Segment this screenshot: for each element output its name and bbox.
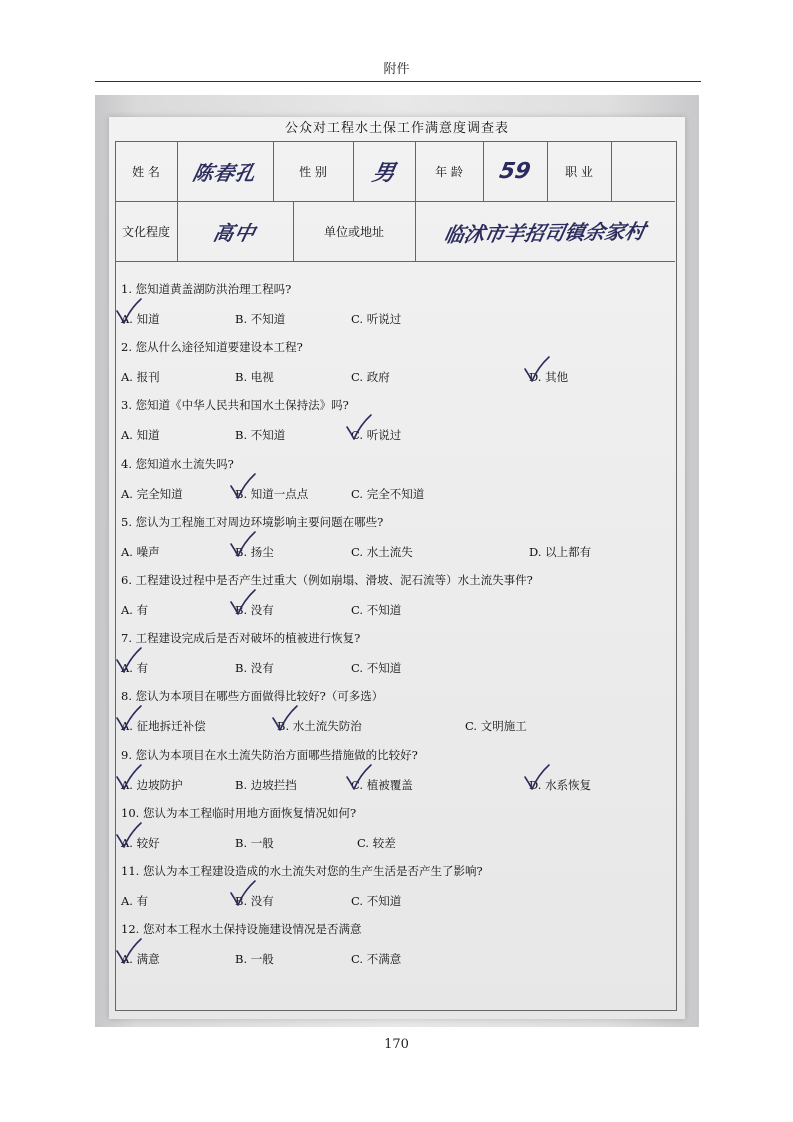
question-text: 5. 您认为工程施工对周边环境影响主要问题在哪些? xyxy=(121,514,384,529)
question-text: 2. 您从什么途径知道要建设本工程? xyxy=(121,340,303,355)
answer-option[interactable]: B. 不知道 xyxy=(235,428,286,443)
answer-option[interactable]: B. 知道一点点 xyxy=(235,486,309,501)
question-text: 11. 您认为本工程建设造成的水土流失对您的生产生活是否产生了影响? xyxy=(121,864,483,878)
question-text: 4. 您知道水土流失吗? xyxy=(121,456,234,471)
answer-option[interactable]: A. 报刊 xyxy=(121,370,160,385)
answer-option[interactable]: B. 一般 xyxy=(235,835,274,850)
job-label: 职 业 xyxy=(565,164,593,179)
unit-label: 单位或地址 xyxy=(323,224,384,239)
answer-option[interactable]: B. 没有 xyxy=(235,894,274,908)
answer-option[interactable]: C. 不满意 xyxy=(351,952,402,967)
job-value xyxy=(611,141,675,201)
form-title: 公众对工程水土保工作满意度调查表 xyxy=(284,121,509,136)
answer-option[interactable]: C. 文明施工 xyxy=(465,719,527,734)
scanned-photo xyxy=(95,95,699,1027)
question-text: 8. 您认为本项目在哪些方面做得比较好?（可多选） xyxy=(121,689,384,704)
answer-option[interactable]: A. 有 xyxy=(121,661,149,676)
answer-option[interactable]: A. 较好 xyxy=(121,835,160,850)
question-text: 6. 工程建设过程中是否产生过重大（例如崩塌、滑坡、泥石流等）水土流失事件? xyxy=(121,573,533,587)
name-value: 陈春孔 xyxy=(190,160,259,185)
answer-option[interactable]: B. 没有 xyxy=(235,661,274,676)
answer-option[interactable]: B. 一般 xyxy=(235,952,274,967)
answer-option[interactable]: A. 有 xyxy=(121,894,149,908)
answer-option[interactable]: C. 完全不知道 xyxy=(351,486,425,501)
answer-option[interactable]: B. 边坡拦挡 xyxy=(235,777,297,792)
answer-option[interactable]: B. 水土流失防治 xyxy=(277,719,362,734)
answer-option[interactable]: A. 知道 xyxy=(121,312,160,326)
answer-option[interactable]: C. 政府 xyxy=(351,370,390,385)
answer-option[interactable]: C. 植被覆盖 xyxy=(351,777,413,792)
question-text: 10. 您认为本工程临时用地方面恢复情况如何? xyxy=(121,805,357,820)
answer-option[interactable]: A. 完全知道 xyxy=(121,486,183,501)
answer-option[interactable]: A. 噪声 xyxy=(121,544,160,559)
question-text: 3. 您知道《中华人民共和国水土保持法》吗? xyxy=(121,398,349,413)
unit-value: 临沭市羊招司镇余家村 xyxy=(442,218,648,247)
answer-option[interactable]: D. 水系恢复 xyxy=(529,777,592,792)
edu-label: 文化程度 xyxy=(121,224,170,239)
answer-option[interactable]: D. 其他 xyxy=(529,370,569,385)
name-label: 姓 名 xyxy=(132,164,160,179)
page-header-label: 附件 xyxy=(383,62,410,77)
answer-option[interactable]: B. 不知道 xyxy=(235,312,286,326)
answer-option[interactable]: A. 知道 xyxy=(121,428,160,443)
answer-option[interactable]: A. 边坡防护 xyxy=(121,777,183,792)
answer-option[interactable]: A. 满意 xyxy=(121,952,160,967)
answer-option[interactable]: C. 不知道 xyxy=(351,603,402,617)
header-rule xyxy=(95,81,701,82)
question-text: 1. 您知道黄盖湖防洪治理工程吗? xyxy=(121,282,292,296)
answer-option[interactable]: B. 电视 xyxy=(235,370,274,385)
question-text: 7. 工程建设完成后是否对破坏的植被进行恢复? xyxy=(121,631,361,646)
answer-option[interactable]: D. 以上都有 xyxy=(529,544,592,559)
answer-option[interactable]: C. 较差 xyxy=(357,835,396,850)
answer-option[interactable]: A. 征地拆迁补偿 xyxy=(121,719,206,734)
answer-option[interactable]: C. 水土流失 xyxy=(351,544,413,559)
age-value: 59 xyxy=(497,158,533,184)
gender-label: 性 别 xyxy=(299,164,327,179)
answer-option[interactable]: B. 扬尘 xyxy=(235,544,274,559)
answer-option[interactable]: B. 没有 xyxy=(235,603,274,617)
answer-option[interactable]: C. 不知道 xyxy=(351,894,402,908)
age-label: 年 龄 xyxy=(435,164,463,179)
page-number: 170 xyxy=(384,1037,409,1052)
info-table xyxy=(115,141,675,261)
question-text: 9. 您认为本项目在水土流失防治方面哪些措施做的比较好? xyxy=(121,747,418,762)
question-text: 12. 您对本工程水土保持设施建设情况是否满意 xyxy=(121,922,362,937)
answer-option[interactable]: C. 听说过 xyxy=(351,312,402,326)
edu-value: 高中 xyxy=(211,220,259,245)
gender-value: 男 xyxy=(370,160,397,186)
answer-option[interactable]: A. 有 xyxy=(121,603,149,617)
survey-sheet xyxy=(109,117,685,1019)
answer-option[interactable]: C. 听说过 xyxy=(351,428,402,443)
table-line xyxy=(115,261,675,262)
answer-option[interactable]: C. 不知道 xyxy=(351,661,402,676)
